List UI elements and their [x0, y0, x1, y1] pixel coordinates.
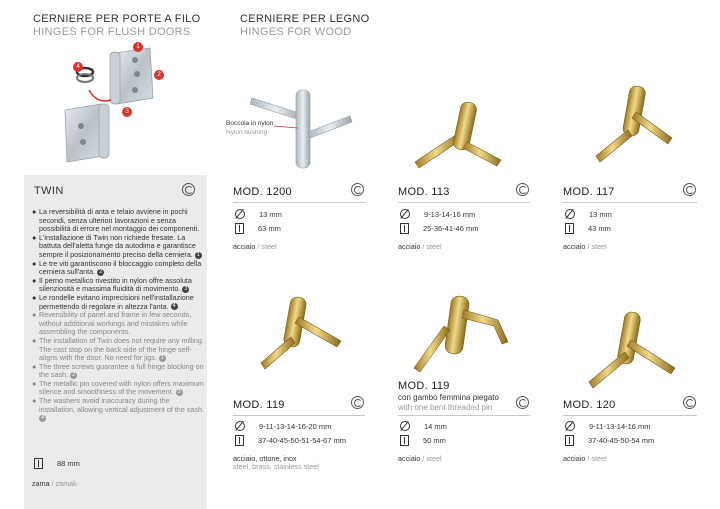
divider — [233, 415, 365, 416]
length-icon — [565, 223, 574, 234]
mod-117-material: acciaio / steel — [563, 242, 607, 251]
divider — [563, 202, 697, 203]
mod-119-material-it: acciaio, ottone, inox — [233, 454, 297, 463]
divider — [398, 415, 530, 416]
callout-3: 3 — [122, 107, 132, 117]
left-section-title-it: CERNIERE PER PORTE A FILO — [33, 13, 201, 25]
twin-panel — [24, 175, 207, 509]
mod-120-length: 37-40-45-50-54 mm — [565, 435, 654, 446]
diameter-icon — [400, 421, 410, 431]
diameter-icon — [235, 421, 245, 431]
mod-120-title: MOD. 120 — [563, 399, 616, 411]
feature-en-4: ● The metallic pin covered with nylon offers maximum silence and smoothness of the movement. 3 — [32, 378, 204, 397]
right-section-title-en: HINGES FOR WOOD — [240, 26, 352, 38]
feature-en-3: ● The three screws guarantee a full hinge blocking on the sash. 2 — [32, 361, 204, 380]
diameter-icon — [565, 209, 575, 219]
twin-title: TWIN — [34, 185, 64, 197]
mod-113-title: MOD. 113 — [398, 186, 450, 198]
mod-120-material: acciaio / steel — [563, 454, 607, 463]
twin-hinge-illustration — [55, 38, 185, 168]
length-icon — [235, 223, 244, 234]
bushing-label-it: Boccola in nylon — [226, 120, 274, 127]
mod-113-image — [405, 82, 505, 172]
mod-119-bent-diameter: 14 mm — [400, 421, 447, 431]
mod-119-diameter: 9-11-13-14-16-20 mm — [235, 421, 331, 431]
mod-1200-length: 63 mm — [235, 223, 281, 234]
product-badge-icon — [516, 396, 529, 409]
length-icon — [565, 435, 574, 446]
mod-113-material: acciaio / steel — [398, 242, 442, 251]
feature-it-2: ● L'installazione di Twin non richiede fresate. La battuta dell'aletta funge da autodima e garantisce sempre il posizionamento preciso della cerniera. 1 — [32, 232, 200, 259]
mod-119-bent-subtitle-en: with one bent threaded pin — [398, 403, 493, 412]
mod-119-length: 37-40-45-50-51-54-67 mm — [235, 435, 346, 446]
divider — [398, 202, 530, 203]
feature-en-2: ● The installation of Twin does not require any milling. The cast stop on the back side of the hinge self-aligns with the door. No need for jigs. 1 — [32, 335, 204, 363]
mod-117-length: 43 mm — [565, 223, 611, 234]
right-section-title-it: CERNIERE PER LEGNO — [240, 13, 370, 25]
diameter-icon — [565, 421, 575, 431]
twin-features — [32, 208, 204, 423]
left-section-title-en: HINGES FOR FLUSH DOORS — [33, 26, 191, 38]
length-icon — [400, 435, 409, 446]
twin-length-spec: 88 mm — [34, 458, 80, 469]
length-icon — [235, 435, 244, 446]
mod-117-diameter: 13 mm — [565, 209, 612, 219]
mod-117-title: MOD. 117 — [563, 186, 615, 198]
mod-1200-material: acciaio / steel — [233, 242, 277, 251]
diameter-icon — [235, 209, 245, 219]
divider — [233, 202, 365, 203]
mod-120-image — [585, 310, 680, 390]
bushing-label-en: Nylon bushing — [226, 129, 268, 136]
twin-material: zama / zamak — [32, 479, 77, 488]
mod-119-bent-subtitle-it: con gambo femmina piegato — [398, 393, 499, 402]
diameter-icon — [400, 209, 410, 219]
mod-120-diameter: 9-11-13-14-16 mm — [565, 421, 651, 431]
product-badge-icon — [182, 183, 195, 196]
mod-1200-title: MOD. 1200 — [233, 186, 292, 198]
callout-4: 4 — [73, 62, 83, 72]
mod-119-bent-image — [412, 290, 512, 375]
length-icon — [400, 223, 409, 234]
feature-it-5: ● Le rondelle evitano imprecisioni nell'installazione permettendo di regolare in altezza l'anta. 4 — [32, 292, 194, 311]
mod-119-title: MOD. 119 — [233, 399, 285, 411]
mod-119-bent-material: acciaio / steel — [398, 454, 442, 463]
mod-1200-diameter: 13 mm — [235, 209, 282, 219]
product-badge-icon — [683, 396, 696, 409]
mod-119-bent-length: 50 mm — [400, 435, 446, 446]
feature-en-5: ● The washers avoid inaccuracy during the installation, allowing vertical adjustment of the sash. 4 — [32, 396, 205, 421]
feature-it-1: ● La reversibilità di anta e telaio avviene in pochi secondi, senza ulteriori lavorazioni e senza possibilità di errore nel montaggio dei componenti. — [32, 207, 200, 234]
feature-it-3: ● Le tre viti garantiscono il bloccaggio completo della cerniera sull'anta. 2 — [32, 258, 202, 277]
mod-119-image — [255, 295, 345, 375]
mod-117-image — [588, 82, 678, 172]
callout-1: 1 — [133, 42, 143, 52]
mod-119-material-en: steel, brass, stainless steel — [233, 462, 319, 471]
callout-2: 2 — [154, 70, 164, 80]
length-icon — [34, 458, 43, 469]
feature-it-4: ● Il perno metallico rivestito in nylon offre assoluta silenziosità e massima fluidità di movimento. 3 — [32, 275, 192, 294]
feature-en-1: ● Reversibility of panel and frame in few seconds, without additional workings and mistakes while assembling the components. — [32, 310, 192, 337]
mod-113-length: 25-36-41-46 mm — [400, 223, 478, 234]
mod-119-bent-title: MOD. 119 — [398, 380, 450, 392]
product-badge-icon — [351, 183, 364, 196]
product-badge-icon — [351, 396, 364, 409]
divider — [563, 415, 697, 416]
product-badge-icon — [683, 183, 696, 196]
product-badge-icon — [516, 183, 529, 196]
mod-113-diameter: 9-13-14-16 mm — [400, 209, 475, 219]
